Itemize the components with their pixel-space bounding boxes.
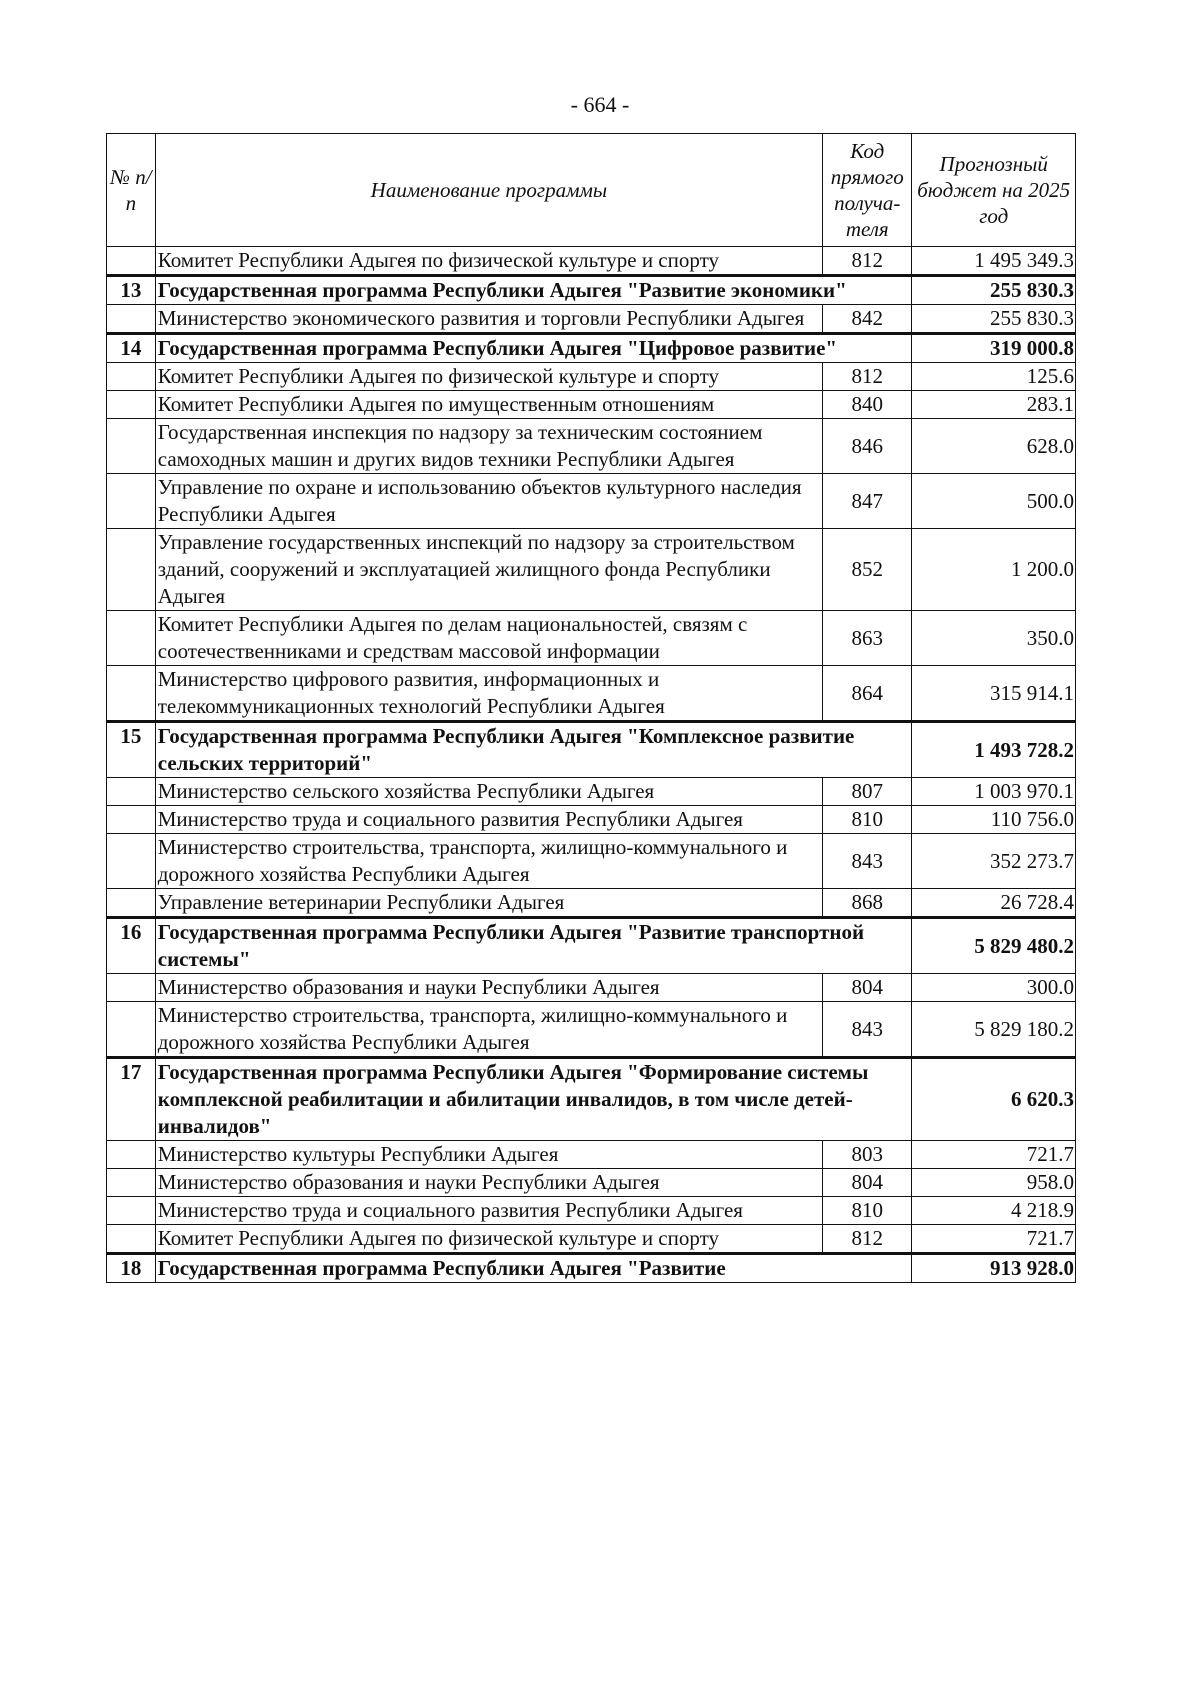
recipient-name: Министерство образования и науки Республики Адыгея (155, 974, 822, 1002)
recipient-name: Министерство сельского хозяйства Республики Адыгея (155, 778, 822, 806)
recipient-code: 810 (823, 1197, 912, 1225)
program-row (107, 722, 1076, 778)
row-number (107, 834, 156, 889)
row-number (107, 1002, 156, 1058)
recipient-row (107, 834, 1076, 889)
header-name: Наименование программы (155, 134, 822, 247)
recipient-code: 846 (823, 419, 912, 474)
recipient-budget: 628.0 (912, 419, 1076, 474)
recipient-budget: 26 728.4 (912, 889, 1076, 918)
recipient-budget: 500.0 (912, 474, 1076, 529)
recipient-code: 868 (823, 889, 912, 918)
program-row (107, 918, 1076, 974)
row-number (107, 529, 156, 611)
recipient-row (107, 529, 1076, 611)
program-name: Государственная программа Республики Адыгея "Развитие транспортной системы" (155, 918, 912, 974)
recipient-row (107, 974, 1076, 1002)
recipient-budget: 5 829 180.2 (912, 1002, 1076, 1058)
row-number (107, 974, 156, 1002)
recipient-code: 804 (823, 1169, 912, 1197)
recipient-code: 864 (823, 666, 912, 722)
recipient-code: 852 (823, 529, 912, 611)
recipient-budget: 283.1 (912, 391, 1076, 419)
recipient-row (107, 1002, 1076, 1058)
recipient-row (107, 391, 1076, 419)
program-budget: 319 000.8 (912, 334, 1076, 363)
program-name: Государственная программа Республики Адыгея "Комплексное развитие сельских территорий" (155, 722, 912, 778)
row-number (107, 305, 156, 334)
recipient-name: Комитет Республики Адыгея по физической культуре и спорту (155, 247, 822, 276)
program-name: Государственная программа Республики Адыгея "Развитие (155, 1254, 912, 1283)
recipient-row (107, 889, 1076, 918)
recipient-row (107, 419, 1076, 474)
recipient-budget: 1 003 970.1 (912, 778, 1076, 806)
recipient-name: Управление по охране и использованию объектов культурного наследия Республики Адыгея (155, 474, 822, 529)
recipient-row (107, 806, 1076, 834)
recipient-row (107, 1197, 1076, 1225)
row-number (107, 806, 156, 834)
program-name: Государственная программа Республики Адыгея "Развитие экономики" (155, 276, 912, 305)
recipient-budget: 255 830.3 (912, 305, 1076, 334)
recipient-name: Министерство экономического развития и торговли Республики Адыгея (155, 305, 822, 334)
recipient-row (107, 305, 1076, 334)
row-number: 13 (107, 276, 156, 305)
recipient-name: Комитет Республики Адыгея по делам национальностей, связям с соотечественниками и средствам массовой информации (155, 611, 822, 666)
program-row (107, 276, 1076, 305)
row-number (107, 778, 156, 806)
table-body (107, 247, 1076, 1283)
program-budget: 5 829 480.2 (912, 918, 1076, 974)
recipient-budget: 352 273.7 (912, 834, 1076, 889)
recipient-code: 842 (823, 305, 912, 334)
recipient-budget: 721.7 (912, 1225, 1076, 1254)
recipient-code: 812 (823, 247, 912, 276)
row-number: 16 (107, 918, 156, 974)
recipient-name: Министерство труда и социального развития Республики Адыгея (155, 806, 822, 834)
recipient-name: Министерство культуры Республики Адыгея (155, 1141, 822, 1169)
recipient-budget: 4 218.9 (912, 1197, 1076, 1225)
header-code: Код прямого получа-теля (823, 134, 912, 247)
program-row (107, 1058, 1076, 1141)
row-number (107, 1225, 156, 1254)
row-number (107, 391, 156, 419)
program-budget: 6 620.3 (912, 1058, 1076, 1141)
row-number (107, 611, 156, 666)
recipient-row (107, 1225, 1076, 1254)
recipient-name: Комитет Республики Адыгея по физической культуре и спорту (155, 1225, 822, 1254)
recipient-name: Комитет Республики Адыгея по имущественным отношениям (155, 391, 822, 419)
row-number (107, 419, 156, 474)
row-number (107, 666, 156, 722)
recipient-code: 812 (823, 363, 912, 391)
row-number (107, 363, 156, 391)
recipient-name: Министерство труда и социального развития Республики Адыгея (155, 1197, 822, 1225)
program-budget: 255 830.3 (912, 276, 1076, 305)
program-name: Государственная программа Республики Адыгея "Цифровое развитие" (155, 334, 912, 363)
table-header-row (107, 134, 1076, 247)
budget-table (106, 133, 1076, 1283)
recipient-name: Министерство образования и науки Республики Адыгея (155, 1169, 822, 1197)
recipient-row (107, 611, 1076, 666)
row-number (107, 889, 156, 918)
recipient-name: Управление ветеринарии Республики Адыгея (155, 889, 822, 918)
recipient-row (107, 1169, 1076, 1197)
recipient-name: Комитет Республики Адыгея по физической культуре и спорту (155, 363, 822, 391)
recipient-code: 863 (823, 611, 912, 666)
recipient-name: Министерство цифрового развития, информационных и телекоммуникационных технологий Республики Адыгея (155, 666, 822, 722)
recipient-code: 843 (823, 1002, 912, 1058)
recipient-row (107, 666, 1076, 722)
recipient-code: 840 (823, 391, 912, 419)
recipient-code: 810 (823, 806, 912, 834)
program-budget: 913 928.0 (912, 1254, 1076, 1283)
recipient-budget: 125.6 (912, 363, 1076, 391)
recipient-row (107, 1141, 1076, 1169)
row-number: 15 (107, 722, 156, 778)
recipient-code: 847 (823, 474, 912, 529)
recipient-row (107, 363, 1076, 391)
row-number (107, 474, 156, 529)
recipient-name: Государственная инспекция по надзору за техническим состоянием самоходных машин и других видов техники Республики Адыгея (155, 419, 822, 474)
recipient-row (107, 778, 1076, 806)
row-number: 14 (107, 334, 156, 363)
recipient-row (107, 247, 1076, 276)
row-number (107, 1141, 156, 1169)
program-row (107, 1254, 1076, 1283)
header-num: № п/п (107, 134, 156, 247)
row-number: 18 (107, 1254, 156, 1283)
recipient-budget: 1 495 349.3 (912, 247, 1076, 276)
recipient-budget: 958.0 (912, 1169, 1076, 1197)
recipient-name: Управление государственных инспекций по надзору за строительством зданий, сооружений и эксплуатацией жилищного фонда Республики Адыгея (155, 529, 822, 611)
row-number (107, 247, 156, 276)
recipient-budget: 721.7 (912, 1141, 1076, 1169)
recipient-budget: 1 200.0 (912, 529, 1076, 611)
row-number (107, 1197, 156, 1225)
row-number (107, 1169, 156, 1197)
recipient-name: Министерство строительства, транспорта, жилищно-коммунального и дорожного хозяйства Республики Адыгея (155, 1002, 822, 1058)
recipient-name: Министерство строительства, транспорта, жилищно-коммунального и дорожного хозяйства Республики Адыгея (155, 834, 822, 889)
recipient-code: 804 (823, 974, 912, 1002)
recipient-code: 803 (823, 1141, 912, 1169)
recipient-code: 812 (823, 1225, 912, 1254)
recipient-budget: 300.0 (912, 974, 1076, 1002)
program-name: Государственная программа Республики Адыгея "Формирование системы комплексной реабилитации и абилитации инвалидов, в том числе детей-инвалидов" (155, 1058, 912, 1141)
row-number: 17 (107, 1058, 156, 1141)
page-number: - 664 - (570, 92, 630, 117)
program-budget: 1 493 728.2 (912, 722, 1076, 778)
recipient-code: 843 (823, 834, 912, 889)
recipient-code: 807 (823, 778, 912, 806)
recipient-budget: 110 756.0 (912, 806, 1076, 834)
recipient-budget: 315 914.1 (912, 666, 1076, 722)
header-budget: Прогнозный бюджет на 2025 год (912, 134, 1076, 247)
recipient-budget: 350.0 (912, 611, 1076, 666)
recipient-row (107, 474, 1076, 529)
program-row (107, 334, 1076, 363)
